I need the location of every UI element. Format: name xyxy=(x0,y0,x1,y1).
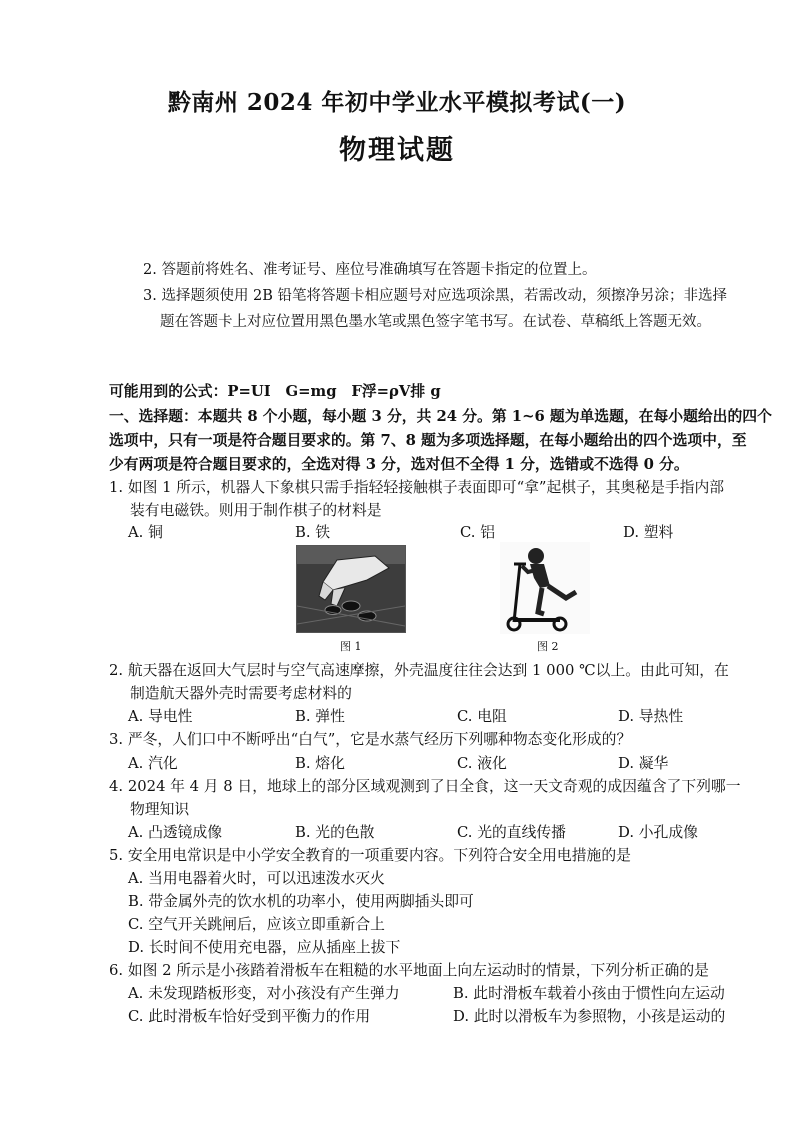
note-line-3: 3. 选择题须使用 2B 铅笔将答题卡相应题号对应选项涂黑，若需改动，须擦净另涂；非选择 xyxy=(143,288,728,304)
q4-stem-2: 物理知识 xyxy=(130,801,190,818)
note-line-2: 2. 答题前将姓名、准考证号、座位号准确填写在答题卡指定的位置上。 xyxy=(143,262,597,278)
q5-stem: 5. 安全用电常识是中小学安全教育的一项重要内容。下列符合安全用电措施的是 xyxy=(109,847,631,864)
q3-option-c: C. 液化 xyxy=(457,755,507,772)
q2-option-a: A. 导电性 xyxy=(128,708,193,725)
q4-option-c: C. 光的直线传播 xyxy=(457,824,566,841)
q4-option-a: A. 凸透镜成像 xyxy=(128,824,223,841)
note-line-3-cont: 题在答题卡上对应位置用黑色墨水笔或黑色签字笔书写。在试卷、草稿纸上答题无效。 xyxy=(160,314,711,330)
q4-option-d: D. 小孔成像 xyxy=(618,824,698,841)
q3-option-d: D. 凝华 xyxy=(618,755,669,772)
q6-option-b: B. 此时滑板车载着小孩由于惯性向左运动 xyxy=(453,985,725,1002)
child-scooter-figure xyxy=(500,542,590,634)
q2-option-c: C. 电阻 xyxy=(457,708,507,725)
q4-stem-1: 4. 2024 年 4 月 8 日，地球上的部分区域观测到了日全食，这一天文奇观的成因蕴含了下列哪一 xyxy=(109,778,741,795)
q1-stem-2: 装有电磁铁。则用于制作棋子的材料是 xyxy=(130,502,382,519)
q1-stem-1: 1. 如图 1 所示，机器人下象棋只需手指轻轻接触棋子表面即可“拿”起棋子，其奥秘是手指内部 xyxy=(109,479,725,496)
robot-chess-figure xyxy=(296,545,406,633)
formula-line: 可能用到的公式：P=UI G=mg F浮=ρV排 g xyxy=(109,383,441,400)
q1-option-b: B. 铁 xyxy=(295,524,331,541)
q1-option-a: A. 铜 xyxy=(128,524,163,541)
q2-stem-2: 制造航天器外壳时需要考虑材料的 xyxy=(130,685,352,702)
figure-1-caption: 图 1 xyxy=(340,640,362,653)
q2-stem-1: 2. 航天器在返回大气层时与空气高速摩擦，外壳温度往往会达到 1 000 ℃以上。由此可知，在 xyxy=(109,662,729,679)
section1-instructions-3: 少有两项是符合题目要求的，全选对得 3 分，选对但不全得 1 分，选错或不选得 0 分。 xyxy=(109,456,689,473)
section1-instructions-1: 一、选择题：本题共 8 个小题，每小题 3 分，共 24 分。第 1~6 题为单选题，在每小题给出的四个 xyxy=(109,408,772,425)
q2-option-b: B. 弹性 xyxy=(295,708,345,725)
exam-subject: 物理试题 xyxy=(339,135,455,166)
q6-option-c: C. 此时滑板车恰好受到平衡力的作用 xyxy=(128,1008,371,1025)
q3-option-a: A. 汽化 xyxy=(128,755,178,772)
q5-option-a: A. 当用电器着火时，可以迅速泼水灭火 xyxy=(128,870,385,887)
section1-instructions-2: 选项中，只有一项是符合题目要求的。第 7、8 题为多项选择题，在每小题给出的四个选项中，至 xyxy=(109,432,747,449)
q5-option-b: B. 带金属外壳的饮水机的功率小，使用两脚插头即可 xyxy=(128,893,474,910)
q4-option-b: B. 光的色散 xyxy=(295,824,375,841)
q2-option-d: D. 导热性 xyxy=(618,708,684,725)
q1-option-d: D. 塑料 xyxy=(623,524,674,541)
q5-option-d: D. 长时间不使用充电器，应从插座上拔下 xyxy=(128,939,401,956)
q6-option-a: A. 未发现踏板形变，对小孩没有产生弹力 xyxy=(128,985,400,1002)
figure-2-caption: 图 2 xyxy=(537,640,559,653)
exam-title: 黔南州 2024 年初中学业水平模拟考试(一) xyxy=(167,89,627,116)
q5-option-c: C. 空气开关跳闸后，应该立即重新合上 xyxy=(128,916,385,933)
q3-option-b: B. 熔化 xyxy=(295,755,345,772)
q1-option-c: C. 铝 xyxy=(460,524,495,541)
q6-stem: 6. 如图 2 所示是小孩踏着滑板车在粗糙的水平地面上向左运动时的情景，下列分析正确的是 xyxy=(109,962,709,979)
q6-option-d: D. 此时以滑板车为参照物，小孩是运动的 xyxy=(453,1008,726,1025)
q3-stem: 3. 严冬，人们口中不断呼出“白气”，它是水蒸气经历下列哪种物态变化形成的？ xyxy=(109,731,632,748)
